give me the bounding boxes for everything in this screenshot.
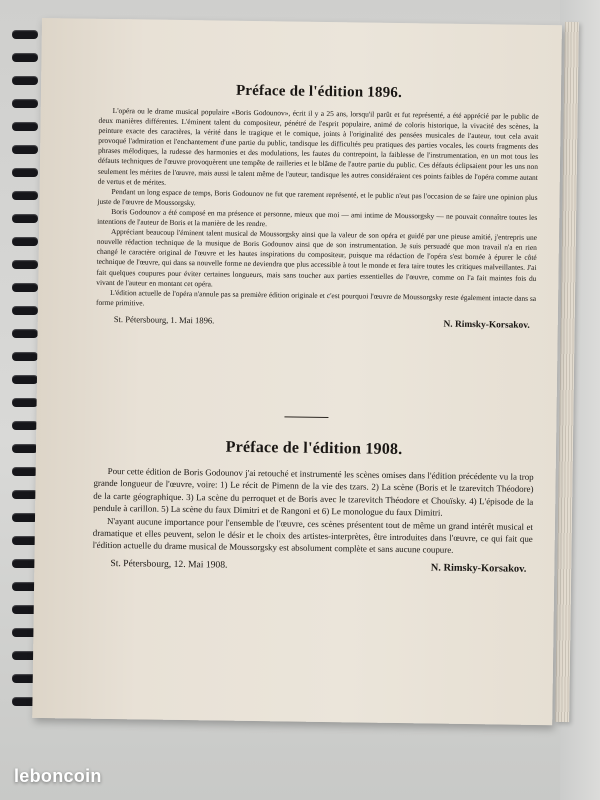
binding-ring	[12, 444, 38, 453]
preface-1908-title: Préface de l'édition 1908.	[225, 438, 403, 459]
binding-ring	[12, 145, 38, 154]
binding-ring	[12, 99, 38, 108]
binding-ring	[12, 306, 38, 315]
preface-1896-paragraph: L'édition actuelle de l'opéra n'annule pas sa première édition originale et c'est pourquoi l'œuvre de Moussorgsky reste également intacte dans sa forme primitive.	[95, 287, 537, 308]
preface-1908	[92, 437, 534, 575]
preface-1908-paragraph: Pour cette édition de Boris Godounov j'ai retouché et instrumenté les scènes omises dans l'édition précédente vu la trop grande longueur de l'œuvre, voire: 1) Le récit de Pimenn de la vie des tzars. 2) La scène (Boris et le tzarevitch Théodore) de la carte géographique. 3) La scène du perroquet et de Boris avec le tzarevitch Théodore et Chouïsky. 4) L'épisode de la pendule à carillon. 5) La scène du faux Dimitri et de Rangoni et 6) Le monologue du faux Dimitri.	[93, 465, 534, 518]
binding-ring	[12, 490, 38, 499]
binding-ring	[12, 76, 38, 85]
binding-ring	[12, 237, 38, 246]
binding-ring	[12, 30, 38, 39]
preface-1908-place-date: St. Pétersbourg, 12. Mai 1908.	[110, 557, 228, 571]
leboncoin-watermark-logo: leboncoin	[14, 766, 102, 786]
preface-1896-paragraph: L'opéra ou le drame musical populaire «Boris Godounov», écrit il y a 25 ans, lorsqu'il parût et fut représenté, a été apprécié par le public de deux manières différentes. L'éminent talent du compositeur, pénétré de l'esprit populaire, animé de coloris historique, la vivacité des scènes, la peinture exacte des caractères, la vérité dans le tragique et le comique, joints à l'originalité des pensées musicales de l'auteur, tout cela avait provoqué l'admiration et l'enchantement d'une partie du public, tandisque les difficultés peu pratiques des parties vocales, les courts fragments des phrases mélodiques, la rudesse des harmonies et des modulations, les fautes du contrepoint, la faiblesse de l'instrumentation, en un mot tous les défauts techniques de l'œuvre provoquèrent une tempête de railleries et le blâme de l'autre partie du public. Ces défauts éclipsaient pour les uns non seulement les mérites de l'œuvre, mais aussi le talent même de l'auteur, tandisque les autres considéraient ces points faibles de l'opéra comme autant de vertus et de mérites.	[97, 105, 539, 187]
preface-1908-signature: N. Rimsky-Korsakov.	[430, 562, 527, 575]
binding-ring	[12, 260, 38, 269]
binding-ring	[12, 168, 38, 177]
binding-ring	[12, 398, 38, 407]
preface-1908-paragraph: N'ayant aucune importance pour l'ensemble de l'œuvre, ces scènes présentent tout de même un grand intérêt musical et dramatique et elles peuvent, selon le désir et le choix des artistes-interprètes, être introduites dans l'œuvre, ce qui fait que l'édition actuelle du drame musical de Moussorgsky est absolument complète et sans aucune coupure.	[92, 515, 534, 556]
preface-1896	[96, 81, 539, 331]
binding-ring	[12, 53, 38, 62]
preface-1896-paragraph: Pendant un long espace de temps, Boris Godounov ne fut que rarement représenté, et le public n'eut pas l'occasion de se faire une opinion plus juste de l'œuvre de Moussorgsky.	[97, 186, 538, 208]
preface-1896-place-date: St. Pétersbourg, 1. Mai 1896.	[113, 313, 215, 326]
binding-ring	[12, 122, 38, 131]
preface-1896-paragraph: Appréciant beaucoup l'éminent talent musical de Moussorgsky ainsi que la valeur de son opéra et guidé par une pieuse amitié, j'entrepris une nouvelle rédaction technique de la musique de Boris Godounov ainsi que de son instrumentation. Je suis persuadé que mon travail n'a en rien changé le caractère original de l'œuvre et les hautes inspirations du compositeur, puisque ma rédaction de l'opéra s'est bornée à épurer le côté technique de l'œuvre, qui dans sa nouvelle forme ne deviendra que plus accessible à tout le monde et fera taire toutes les critiques malveillantes. J'ai fait quelques coupures pour éviter certaines longueurs, mais sans toucher aux parties essentielles de l'œuvre, comme on l'a fait maintes fois du vivant de l'auteur en montant cet opéra.	[96, 227, 538, 289]
binding-ring	[12, 283, 38, 292]
document-page	[32, 18, 562, 725]
binding-ring	[12, 352, 38, 361]
section-divider	[284, 416, 328, 418]
preface-1896-closing	[96, 314, 536, 331]
preface-1896-signature: N. Rimsky-Korsakov.	[443, 319, 530, 331]
binding-ring	[12, 375, 38, 384]
binding-ring	[12, 214, 38, 223]
preface-1908-closing	[92, 558, 532, 575]
binding-ring	[12, 421, 38, 430]
binding-ring	[12, 191, 38, 200]
preface-1896-title: Préface de l'édition 1896.	[235, 82, 403, 102]
binding-ring	[12, 467, 38, 476]
preface-1896-paragraph: Boris Godounov a été composé en ma présence et personne, mieux que moi — ami intime de Moussorgsky — ne pouvait connaître toutes les intentions de l'auteur de Boris et la manière de les rendre.	[97, 206, 538, 229]
binding-ring	[12, 329, 38, 338]
